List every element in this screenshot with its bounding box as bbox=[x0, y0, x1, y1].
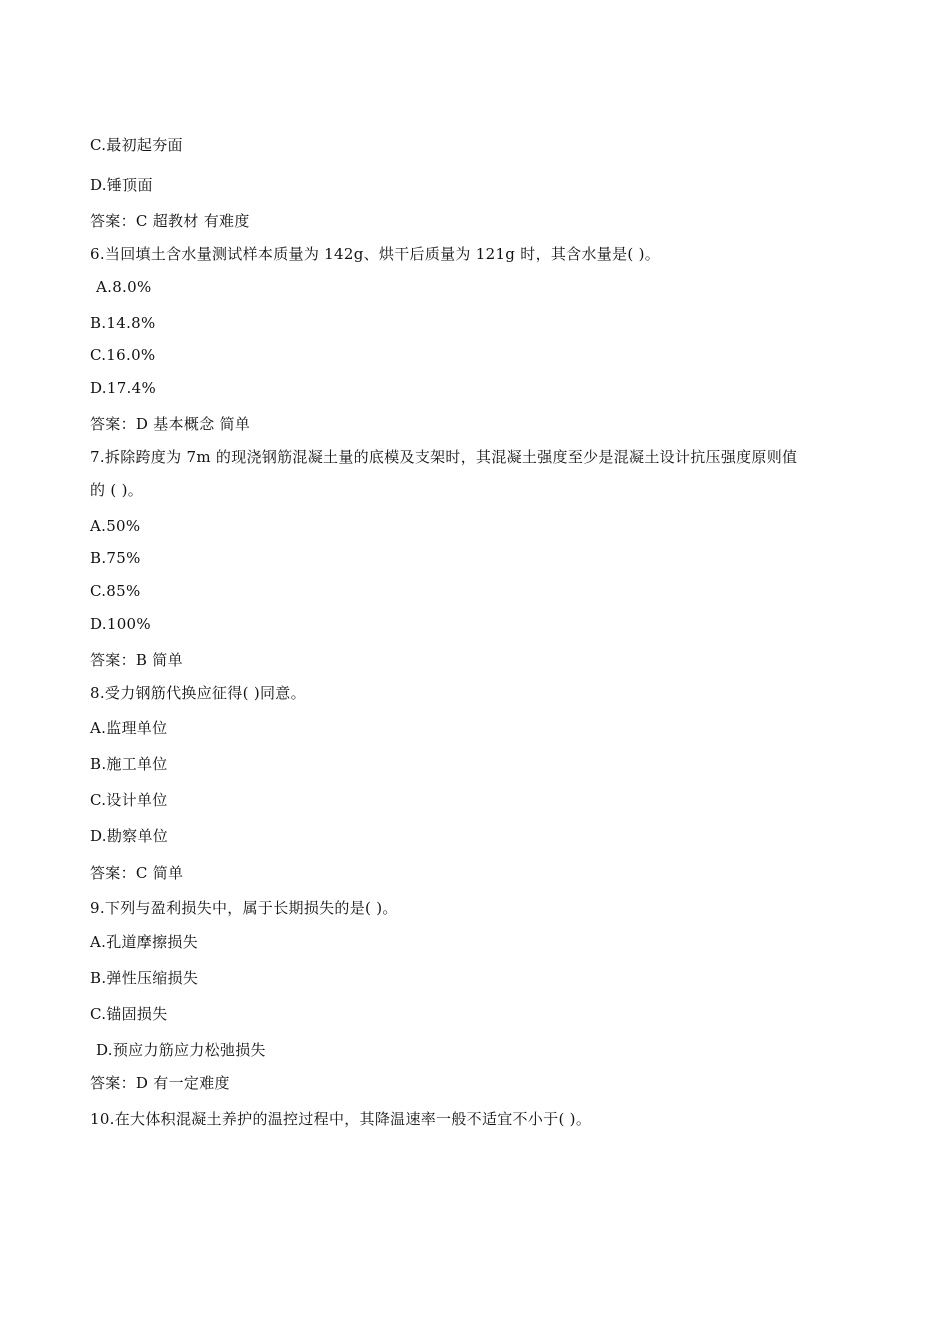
option-b-q9: B.弹性压缩损失 bbox=[90, 969, 199, 987]
option-c-q9: C.锚固损失 bbox=[90, 1005, 168, 1023]
question-7-continued: 的 ( )。 bbox=[90, 481, 144, 499]
question-10: 10.在大体积混凝土养护的温控过程中，其降温速率一般不适宜不小于( )。 bbox=[90, 1110, 592, 1128]
option-a-q6: A.8.0% bbox=[96, 278, 152, 296]
option-c-q5: C.最初起夯面 bbox=[90, 136, 183, 154]
option-d-q8: D.勘察单位 bbox=[90, 827, 169, 845]
option-b-q8: B.施工单位 bbox=[90, 755, 168, 773]
option-a-q7: A.50% bbox=[90, 517, 141, 535]
question-9: 9.下列与盈利损失中，属于长期损失的是( )。 bbox=[90, 899, 398, 917]
answer-q7: 答案：B 简单 bbox=[90, 651, 183, 669]
question-6: 6.当回填土含水量测试样本质量为 142g、烘干后质量为 121g 时，其含水量是( )。 bbox=[90, 245, 661, 263]
option-d-q5: D.锤顶面 bbox=[90, 176, 153, 194]
option-c-q8: C.设计单位 bbox=[90, 791, 168, 809]
option-d-q7: D.100% bbox=[90, 615, 151, 633]
answer-q5: 答案：C 超教材 有难度 bbox=[90, 212, 250, 230]
answer-q8: 答案：C 简单 bbox=[90, 864, 184, 882]
option-d-q9: D.预应力筋应力松弛损失 bbox=[96, 1041, 266, 1059]
answer-q6: 答案：D 基本概念 简单 bbox=[90, 415, 251, 433]
question-8: 8.受力钢筋代换应征得( )同意。 bbox=[90, 684, 306, 702]
option-c-q6: C.16.0% bbox=[90, 346, 156, 364]
option-a-q8: A.监理单位 bbox=[90, 719, 168, 737]
option-b-q6: B.14.8% bbox=[90, 314, 156, 332]
question-7: 7.拆除跨度为 7m 的现浇钢筋混凝土量的底模及支架时，其混凝土强度至少是混凝土设计抗压强度原则值 bbox=[90, 448, 798, 466]
answer-q9: 答案：D 有一定难度 bbox=[90, 1074, 230, 1092]
option-d-q6: D.17.4% bbox=[90, 379, 157, 397]
option-c-q7: C.85% bbox=[90, 582, 141, 600]
option-a-q9: A.孔道摩擦损失 bbox=[90, 933, 199, 951]
option-b-q7: B.75% bbox=[90, 549, 141, 567]
